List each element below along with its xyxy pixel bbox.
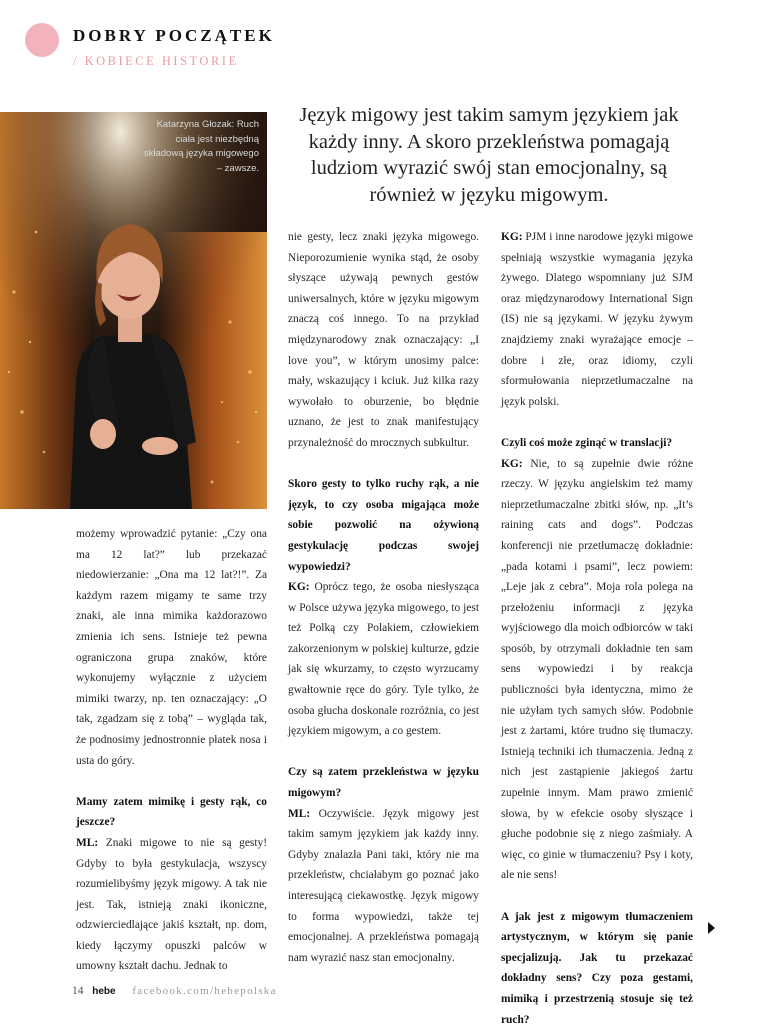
pull-quote: Język migowy jest takim samym językiem jak każdy inny. A skoro przekleństwa pomagają ludziom wyrazić swój stan emocjonalny, są również w języku migowym. <box>299 104 679 206</box>
column-2 <box>288 227 479 968</box>
answer: KG: PJM i inne narodowe języki migowe spełniają wszystkie wymagania języka żywego. Dlatego wspomniany już SJM oraz międzynarodowy International Sign (IS) nie są językami. W języku żywym znajdziemy znaki wyrażające emocje – dobre i złe, oraz idiomy, czyli sformułowania nieprzetłumaczalne na język polski. <box>501 231 693 408</box>
speaker-label: KG: <box>501 457 523 470</box>
paragraph: nie gesty, lecz znaki języka migowego. Nieporozumienie wynika stąd, że osoby słyszące używają pewnych gestów uniwersalnych, które w języku migowym znaczą coś innego. To na przykład międzynarodowy znak oznaczający: „I love you”, w którym unosimy palce: mały, wskazujący i kciuk. Już kilka razy wywołało to oburzenie, bo błędnie uznano, że jest to znak manifestujący przynależność do mrocznych subkultur. <box>288 231 479 449</box>
photo-caption: Katarzyna Głozak: Ruch ciała jest niezbędną składową języka migowego – zawsze. <box>143 119 259 174</box>
speaker-label: ML: <box>288 807 311 820</box>
answer: KG: Oprócz tego, że osoba niesłysząca w Polsce używa języka migowego, to jest też Polką czy Polakiem, człowiekiem zakorzenionym w polskiej kulturze, gdzie jak się wkurzamy, to często wyrzucamy gwałtownie ręce do góry. Tyle tylko, że osoba głucha doskonale rozróżnia, co jest językiem migowym, a co gestem. <box>288 581 479 738</box>
column-1 <box>76 524 267 977</box>
speaker-label: KG: <box>288 581 310 594</box>
footer-url: facebook.com/hebepolska <box>132 985 277 997</box>
speaker-label: KG: <box>501 231 523 243</box>
question: Czy są zatem przekleństwa w języku migowym? <box>288 766 479 800</box>
paragraph: możemy wprowadzić pytanie: „Czy ona ma 12 lat?” lub przekazać niedowierzanie: „Ona ma 12 lat?!”. Za każdym razem migamy te same trzy znaki, ale inna mimika każdorazowo zmienia ich sens. Istnieje też pewna ograniczona grupa znaków, które wykonujemy wyłącznie z użyciem mimiki twarzy, np. ten oznaczający: „O tak, zgadzam się z tobą” – wygląda tak, że podnosimy jednostronnie płatek nosa i usta do góry. <box>76 528 267 767</box>
question: Czyli coś może zginąć w translacji? <box>501 436 673 449</box>
answer: ML: Znaki migowe to nie są gesty! Gdyby to była gestykulacja, wszyscy rozumielibyśmy język migowy. A tak nie jest. Tak, istnieją znaki ikoniczne, odzwierciedlające jakiś kształt, np. dom, kiedy łączymy opuszki palców w umowny kształt dachu. Jednak to <box>76 836 267 973</box>
section-dot <box>25 23 59 57</box>
continue-arrow-icon <box>708 922 715 934</box>
question: Mamy zatem mimikę i gesty rąk, co jeszcze? <box>76 795 267 829</box>
section-title: DOBRY POCZĄTEK <box>73 26 275 45</box>
brand-logo: hebe <box>92 986 116 997</box>
column-3 <box>501 227 693 1030</box>
question: A jak jest z migowym tłumaczeniem artystycznym, w którym się panie specjalizują. Jak tu przekazać dokładny sens? Czy poza gestami, mimiką i przestrzenią stosuje się też ruch? <box>501 910 693 1026</box>
question: Skoro gesty to tylko ruchy rąk, a nie język, to czy osoba migająca może sobie pozwolić na ożywioną gestykulację podczas swojej wypowiedzi? <box>288 478 479 573</box>
section-subtitle: / KOBIECE HISTORIE <box>73 54 239 68</box>
page-footer <box>72 985 277 997</box>
speaker-label: ML: <box>76 836 99 849</box>
article-photo <box>0 112 267 509</box>
page-number: 14 <box>72 985 84 997</box>
answer: KG: Nie, to są zupełnie dwie różne rzeczy. W języku angielskim też mamy nieprzetłumaczalne zbitki słów, np. „It’s raining cats and dogs”. Podczas konferencji nie przetłumaczę dokładnie: „pada kotami i psami”, lecz powiem: „Leje jak z cebra”. Moja rola polega na przełożeniu informacji z języka wyjściowego dla moich odbiorców w taki sposób, by otrzymali dokładnie ten sam sens wypowiedzi i by reakcja publiczności była identyczna, mimo że nie użyłam tych samych słów. Podobnie jest z żartami, które trudno się tłumaczy. Istnieją techniki ich tłumaczenia. Jedną z nich jest zastąpienie jakiegoś żartu zupełnie innym. Mam prawo zmienić słowa, by w efekcie osoby słyszące i głuche podobnie się z niego zaśmiały. A więc, co ginie w tłumaczeniu? Psy i koty, ale nie sens! <box>501 457 693 882</box>
answer: ML: Oczywiście. Język migowy jest takim samym językiem jak każdy inny. Gdyby znalazła Pani taki, który nie ma przekleństw, chciałabym go poznać jako interesującą ciekawostkę. Język migowy to forma wypowiedzi, także tej emocjonalnej. A przekleństwa pomagają nam wyrazić nasz stan emocjonalny. <box>288 807 479 964</box>
